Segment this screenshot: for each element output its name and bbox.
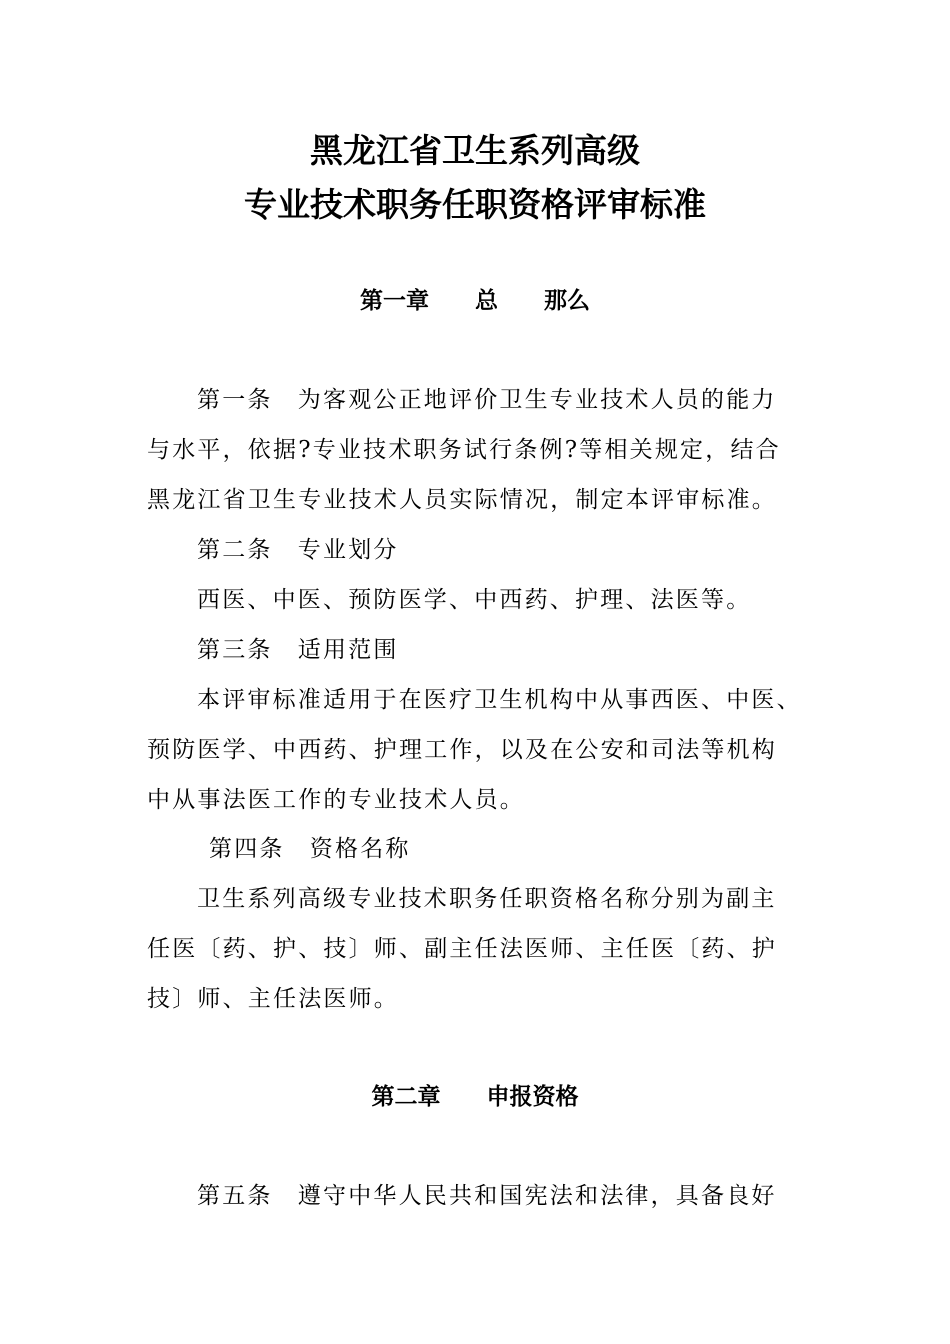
article-4-line-1: 卫生系列高级专业技术职务任职资格名称分别为副主 <box>197 886 777 912</box>
article-4-heading: 第四条 资格名称 <box>209 836 411 862</box>
article-1-line-2: 与水平，依据?专业技术职务试行条例?等相关规定，结合 <box>147 437 781 463</box>
article-3-line-3: 中从事法医工作的专业技术人员。 <box>147 787 525 813</box>
document-title-line-2: 专业技术职务任职资格评审标准 <box>244 185 706 224</box>
article-2-heading: 第二条 专业划分 <box>197 537 399 563</box>
article-1-line-1: 第一条 为客观公正地评价卫生专业技术人员的能力 <box>197 387 777 413</box>
article-4-line-3: 技〕师、主任法医师。 <box>147 986 399 1012</box>
article-3-line-2: 预防医学、中西药、护理工作，以及在公安和司法等机构 <box>147 737 777 763</box>
article-1-line-3: 黑龙江省卫生专业技术人员实际情况，制定本评审标准。 <box>147 487 777 513</box>
document-title-line-1: 黑龙江省卫生系列高级 <box>310 131 640 170</box>
article-4-line-2: 任医〔药、护、技〕师、副主任法医师、主任医〔药、护 <box>147 936 777 962</box>
article-5-line-1: 第五条 遵守中华人民共和国宪法和法律，具备良好 <box>197 1183 777 1209</box>
chapter-1-heading: 第一章 总 那么 <box>360 288 590 314</box>
article-3-line-1: 本评审标准适用于在医疗卫生机构中从事西医、中医、 <box>197 687 802 713</box>
article-3-heading: 第三条 适用范围 <box>197 637 399 663</box>
article-2-body: 西医、中医、预防医学、中西药、护理、法医等。 <box>197 587 752 613</box>
chapter-2-heading: 第二章 申报资格 <box>371 1084 579 1110</box>
